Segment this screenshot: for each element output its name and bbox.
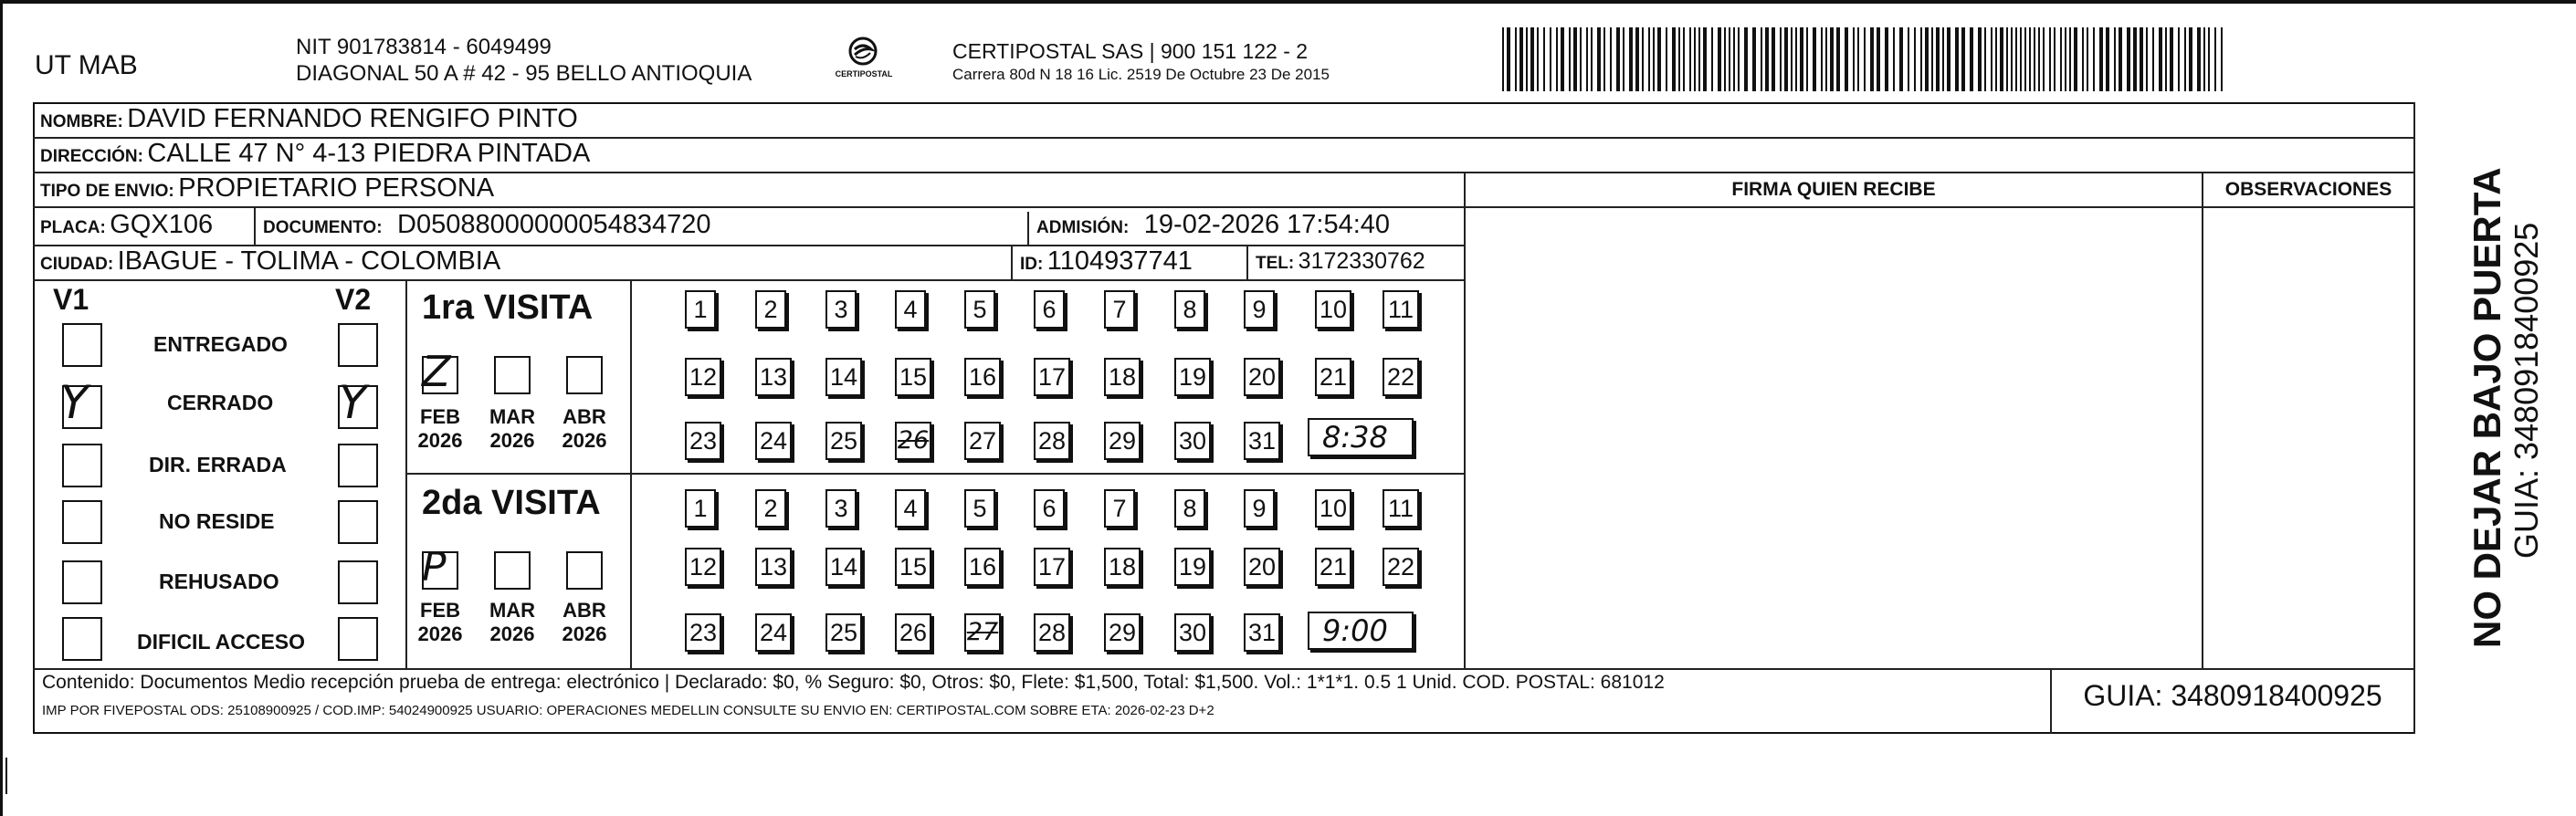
sender-name: UT MAB [35, 50, 138, 80]
second-visit-day-16[interactable]: 16 [964, 548, 1001, 586]
second-visit-day-29[interactable]: 29 [1104, 613, 1141, 652]
barcode-bar [2203, 27, 2205, 91]
company-license: Carrera 80d N 18 16 Lic. 2519 De Octubre 23 De 2015 [952, 66, 1330, 83]
barcode-bar [1689, 27, 1691, 91]
barcode-bar [1738, 27, 1740, 91]
barcode-bar [1698, 27, 1700, 91]
barcode-bar [2119, 27, 2122, 91]
barcode-bar [2000, 27, 2003, 91]
barcode-bar [2099, 27, 2103, 91]
barcode-bar [1978, 27, 1982, 91]
barcode-bar [1666, 27, 1667, 91]
barcode-bar [2127, 27, 2130, 91]
second-visit-month-mar: MAR [489, 599, 536, 622]
second-visit-month-feb: FEB [420, 599, 460, 622]
second-visit-month-box-mar[interactable] [494, 551, 531, 590]
documento-value: D05088000000054834720 [397, 210, 711, 239]
barcode-bar [1806, 27, 1808, 91]
barcode-bar [1635, 27, 1639, 91]
second-visit-day-23[interactable]: 23 [685, 613, 721, 652]
barcode-bar [1703, 27, 1707, 91]
barcode-bar [1580, 27, 1582, 91]
sender-nit: NIT 901783814 - 6049499 [296, 35, 552, 59]
second-visit-day-17[interactable]: 17 [1034, 548, 1070, 586]
barcode-bar [1821, 27, 1823, 91]
option-cerrado: CERRADO [167, 391, 274, 414]
first-visit-day-11[interactable]: 11 [1383, 290, 1419, 329]
barcode-bar [1845, 27, 1848, 91]
first-visit-day-3[interactable]: 3 [825, 290, 857, 329]
barcode-bar [1526, 27, 1528, 91]
v2-checkbox-dificil-acceso[interactable] [338, 617, 378, 661]
first-visit-feb-mark: Z [422, 347, 451, 396]
second-visit-day-5[interactable]: 5 [964, 489, 995, 528]
barcode-bar [2069, 27, 2071, 91]
first-visit-day-4[interactable]: 4 [895, 290, 926, 329]
barcode-bar [1573, 27, 1577, 91]
documento-row [263, 210, 711, 240]
second-visit-day-1[interactable]: 1 [685, 489, 716, 528]
barcode-bar [2060, 27, 2062, 91]
option-dir-errada: DIR. ERRADA [149, 453, 287, 476]
first-visit-day-6[interactable]: 6 [1034, 290, 1065, 329]
barcode-bar [1672, 27, 1676, 91]
barcode-bar [2049, 27, 2051, 91]
barcode-bar [2189, 27, 2192, 91]
barcode-bar [1550, 27, 1551, 91]
v1-checkbox-no-reside[interactable] [62, 500, 102, 544]
barcode-bar [1995, 27, 1997, 91]
barcode-bar [1914, 27, 1916, 91]
second-visit-day-18[interactable]: 18 [1104, 548, 1141, 586]
v2-checkbox-no-reside[interactable] [338, 500, 378, 544]
barcode-bar [2133, 27, 2137, 91]
second-visit-time: 9:00 [1322, 613, 1388, 648]
barcode-bar [1515, 27, 1517, 91]
first-visit-day-15[interactable]: 15 [895, 358, 931, 396]
option-entregado: ENTREGADO [153, 332, 288, 356]
first-visit-day-16[interactable]: 16 [964, 358, 1001, 396]
barcode-bar [2197, 27, 2201, 91]
barcode-bar [2214, 27, 2216, 91]
second-visit-day-7[interactable]: 7 [1104, 489, 1135, 528]
direccion-value: CALLE 47 N° 4-13 PIEDRA PINTADA [147, 139, 591, 168]
ciudad-label: CIUDAD: [40, 255, 114, 274]
barcode-bar [1711, 27, 1713, 91]
first-visit-month-box-abr[interactable] [566, 356, 603, 394]
second-visit-feb-mark: P [422, 544, 447, 591]
second-visit-day-26[interactable]: 26 [895, 613, 931, 652]
barcode-bar [2152, 27, 2154, 91]
first-visit-day-27[interactable]: 27 [964, 422, 1001, 460]
first-visit-year-abr: 2026 [562, 429, 607, 452]
second-visit-day-9[interactable]: 9 [1244, 489, 1275, 528]
certipostal-logo [835, 35, 893, 89]
v1-cerrado-mark: Y [60, 376, 89, 429]
barcode-bar [2020, 27, 2022, 91]
sheet-left-border [0, 0, 3, 816]
sender-address: DIAGONAL 50 A # 42 - 95 BELLO ANTIOQUIA [296, 61, 752, 86]
barcode-bar [1984, 27, 1986, 91]
second-visit-day-31[interactable]: 31 [1244, 613, 1280, 652]
barcode-bar [1507, 27, 1510, 91]
first-visit-time-box[interactable] [1308, 418, 1414, 456]
second-visit-day-30[interactable]: 30 [1174, 613, 1211, 652]
barcode-bar [1784, 27, 1788, 91]
barcode-bar [2184, 27, 2186, 91]
barcode-bar [1556, 27, 1558, 91]
barcode-bar [1616, 27, 1620, 91]
footer-guia-box: GUIA: 3480918400925 [2083, 679, 2382, 712]
option-rehusado: REHUSADO [159, 570, 279, 593]
barcode-bar [1765, 27, 1769, 91]
barcode-bar [1657, 27, 1661, 91]
barcode-bar [1718, 27, 1721, 91]
nombre-value: DAVID FERNANDO RENGIFO PINTO [127, 104, 578, 133]
barcode-bar [1825, 27, 1827, 91]
barcode-bar [1678, 27, 1680, 91]
nombre-label: NOMBRE: [40, 112, 123, 131]
second-visit-month-abr: ABR [563, 599, 606, 622]
second-visit-day-11[interactable]: 11 [1383, 489, 1419, 528]
sheet-top-border [0, 0, 2576, 4]
id-value: 1104937741 [1046, 246, 1193, 276]
tel-value: 3172330762 [1298, 248, 1425, 274]
barcode-bar [2140, 27, 2143, 91]
barcode-bar [2011, 27, 2013, 91]
barcode-bar [1752, 27, 1756, 91]
barcode-bar [1864, 27, 1866, 91]
second-visit-day-14[interactable]: 14 [825, 548, 862, 586]
barcode-bar [2178, 27, 2180, 91]
placa-row [40, 210, 213, 240]
bottom-left-mark [5, 758, 7, 794]
second-visit-day-6[interactable]: 6 [1034, 489, 1065, 528]
barcode-bar [1530, 27, 1534, 91]
first-visit-day-21[interactable]: 21 [1315, 358, 1351, 396]
v2-label: V2 [335, 283, 372, 316]
barcode-bar [1947, 27, 1950, 91]
second-visit-time-box[interactable] [1308, 612, 1414, 650]
barcode-bar [1623, 27, 1624, 91]
barcode-bar [1597, 27, 1601, 91]
v2-checkbox-rehusado[interactable] [338, 560, 378, 604]
barcode-bar [2146, 27, 2148, 91]
barcode-bar [2082, 27, 2084, 91]
admision-label: ADMISIÓN: [1036, 218, 1130, 237]
barcode-bar [1502, 27, 1504, 91]
barcode-bar [1591, 27, 1593, 91]
barcode-bar [1925, 27, 1929, 91]
first-visit-title: 1ra VISITA [422, 288, 594, 327]
side-guia: GUIA: 3480918400925 [2508, 222, 2545, 559]
barcode-bar [1569, 27, 1571, 91]
company-name: CERTIPOSTAL SAS | 900 151 122 - 2 [952, 39, 1309, 63]
tipo-label: TIPO DE ENVIO: [40, 182, 174, 201]
barcode-bar [1870, 27, 1874, 91]
barcode-bar [1885, 27, 1888, 91]
second-visit-day-21[interactable]: 21 [1315, 548, 1351, 586]
second-visit-year-feb: 2026 [417, 622, 463, 645]
barcode-bar [2114, 27, 2116, 91]
barcode-bar [2208, 27, 2210, 91]
tel-label: TEL: [1256, 254, 1295, 273]
first-visit-day-9[interactable]: 9 [1244, 290, 1275, 329]
second-visit-day-4[interactable]: 4 [895, 489, 926, 528]
barcode-bar [1586, 27, 1588, 91]
first-visit-month-feb: FEB [420, 405, 460, 428]
second-visit-day-13[interactable]: 13 [755, 548, 792, 586]
barcode-bar [2034, 27, 2035, 91]
first-visit-day-26[interactable]: 26 [895, 422, 931, 460]
second-visit-day-10[interactable]: 10 [1315, 489, 1351, 528]
v2-cerrado-mark: Y [339, 376, 367, 429]
first-visit-day-10[interactable]: 10 [1315, 290, 1351, 329]
first-visit-day-19[interactable]: 19 [1174, 358, 1211, 396]
barcode-bar [1931, 27, 1933, 91]
first-visit-time: 8:38 [1322, 420, 1388, 455]
second-visit-month-box-abr[interactable] [566, 551, 603, 590]
barcode-bar [1629, 27, 1633, 91]
barcode-bar [1610, 27, 1612, 91]
id-row [1020, 246, 1193, 277]
barcode-bar [2065, 27, 2066, 91]
barcode-bar [1729, 27, 1730, 91]
first-visit-year-feb: 2026 [417, 429, 463, 452]
v1-label: V1 [53, 283, 89, 316]
barcode-bar [2165, 27, 2167, 91]
barcode-bar [1991, 27, 1992, 91]
barcode-bar [2038, 27, 2040, 91]
first-visit-month-mar: MAR [489, 405, 536, 428]
first-visit-day-8[interactable]: 8 [1174, 290, 1205, 329]
barcode-bar [1813, 27, 1816, 91]
first-visit-day-18[interactable]: 18 [1104, 358, 1141, 396]
barcode-bar [2074, 27, 2077, 91]
first-visit-month-box-mar[interactable] [494, 356, 531, 394]
barcode-bar [2221, 27, 2223, 91]
observaciones-header: OBSERVACIONES [2224, 179, 2392, 200]
first-visit-day-20[interactable]: 20 [1244, 358, 1280, 396]
barcode-bar [2043, 27, 2045, 91]
first-visit-day-24[interactable]: 24 [755, 422, 792, 460]
admision-row [1036, 210, 1390, 240]
barcode-bar [1603, 27, 1605, 91]
barcode-bar [1653, 27, 1655, 91]
ciudad-value: IBAGUE - TOLIMA - COLOMBIA [117, 246, 501, 276]
second-visit-day-8[interactable]: 8 [1174, 489, 1205, 528]
barcode-bar [1961, 27, 1965, 91]
barcode-bar [1836, 27, 1840, 91]
v1-checkbox-dificil-acceso[interactable] [62, 617, 102, 661]
second-visit-title: 2da VISITA [422, 484, 601, 522]
barcode-bar [1942, 27, 1944, 91]
barcode-bar [1955, 27, 1959, 91]
first-visit-day-30[interactable]: 30 [1174, 422, 1211, 460]
barcode-bar [2087, 27, 2088, 91]
second-visit-year-mar: 2026 [489, 622, 535, 645]
barcode-bar [1853, 27, 1855, 91]
barcode-bar [2029, 27, 2031, 91]
first-visit-day-31[interactable]: 31 [1244, 422, 1280, 460]
first-visit-day-28[interactable]: 28 [1034, 422, 1070, 460]
direccion-row [40, 139, 590, 169]
second-visit-day-20[interactable]: 20 [1244, 548, 1280, 586]
barcode-bar [2006, 27, 2008, 91]
first-visit-day-1[interactable]: 1 [685, 290, 716, 329]
second-visit-day-19[interactable]: 19 [1174, 548, 1211, 586]
v1-checkbox-entregado[interactable] [62, 323, 102, 367]
second-visit-day-24[interactable]: 24 [755, 613, 792, 652]
barcode-bar [2159, 27, 2162, 91]
first-visit-day-13[interactable]: 13 [755, 358, 792, 396]
barcode-bar [1857, 27, 1859, 91]
barcode-bar [1744, 27, 1748, 91]
barcode-bar [1830, 27, 1834, 91]
second-visit-day-12[interactable]: 12 [685, 548, 721, 586]
v2-checkbox-dir-errada[interactable] [338, 444, 378, 487]
second-visit-year-abr: 2026 [562, 622, 607, 645]
barcode-bar [1877, 27, 1880, 91]
footer-contenido: Contenido: Documentos Medio recepción prueba de entrega: electrónico | Declarado: $0, % Seguro: $0, Otros: $0, Flete: $1,500, Total: $1,500. Vol.: 1*1*1. 0.5 1 Unid. COD. POSTAL: 681012 [42, 672, 1665, 693]
barcode-bar [1694, 27, 1696, 91]
second-visit-day-22[interactable]: 22 [1383, 548, 1419, 586]
ciudad-row [40, 246, 500, 277]
v1-checkbox-rehusado[interactable] [62, 560, 102, 604]
first-visit-month-abr: ABR [563, 405, 606, 428]
barcode-bar [2024, 27, 2026, 91]
barcode-bar [1795, 27, 1797, 91]
placa-label: PLACA: [40, 218, 106, 237]
first-visit-day-7[interactable]: 7 [1104, 290, 1135, 329]
barcode-bar [2054, 27, 2056, 91]
id-label: ID: [1020, 255, 1044, 274]
documento-label: DOCUMENTO: [263, 218, 383, 237]
barcode-bar [2015, 27, 2017, 91]
barcode-bar [1791, 27, 1793, 91]
barcode-bar [1519, 27, 1523, 91]
barcode [1502, 27, 2228, 91]
first-visit-day-5[interactable]: 5 [964, 290, 995, 329]
second-visit-day-15[interactable]: 15 [895, 548, 931, 586]
second-visit-day-28[interactable]: 28 [1034, 613, 1070, 652]
barcode-bar [2093, 27, 2095, 91]
first-visit-year-mar: 2026 [489, 429, 535, 452]
barcode-bar [1761, 27, 1762, 91]
first-visit-day-25[interactable]: 25 [825, 422, 862, 460]
v1-checkbox-dir-errada[interactable] [62, 444, 102, 487]
option-dificil-acceso: DIFICIL ACCESO [137, 630, 306, 654]
second-visit-day-27[interactable]: 27 [964, 613, 1001, 652]
tel-row [1256, 248, 1425, 275]
tipo-row [40, 173, 494, 204]
no-dejar-bajo-puerta: NO DEJAR BAJO PUERTA [2466, 167, 2508, 648]
first-visit-day-14[interactable]: 14 [825, 358, 862, 396]
option-no-reside: NO RESIDE [159, 509, 275, 533]
barcode-bar [1543, 27, 1545, 91]
barcode-bar [2170, 27, 2173, 91]
first-visit-day-2[interactable]: 2 [755, 290, 786, 329]
barcode-bar [1899, 27, 1903, 91]
v2-checkbox-entregado[interactable] [338, 323, 378, 367]
admision-value: 19-02-2026 17:54:40 [1143, 210, 1391, 239]
first-visit-day-12[interactable]: 12 [685, 358, 721, 396]
second-visit-day-2[interactable]: 2 [755, 489, 786, 528]
barcode-bar [1908, 27, 1909, 91]
second-visit-day-25[interactable]: 25 [825, 613, 862, 652]
barcode-bar [1893, 27, 1895, 91]
barcode-bar [1648, 27, 1650, 91]
barcode-bar [2106, 27, 2109, 91]
logo-text: CERTIPOSTAL [835, 69, 893, 78]
direccion-label: DIRECCIÓN: [40, 147, 143, 166]
nombre-row [40, 104, 578, 134]
barcode-bar [1537, 27, 1539, 91]
barcode-bar [1772, 27, 1775, 91]
barcode-bar [1936, 27, 1940, 91]
barcode-bar [1780, 27, 1782, 91]
first-visit-day-17[interactable]: 17 [1034, 358, 1070, 396]
first-visit-day-22[interactable]: 22 [1383, 358, 1419, 396]
barcode-bar [1920, 27, 1922, 91]
barcode-bar [1970, 27, 1973, 91]
tipo-value: PROPIETARIO PERSONA [178, 173, 495, 203]
barcode-bar [1724, 27, 1726, 91]
barcode-bar [1733, 27, 1735, 91]
firma-header: FIRMA QUIEN RECIBE [1731, 179, 1936, 200]
placa-value: GQX106 [110, 210, 214, 239]
barcode-bar [1800, 27, 1803, 91]
barcode-bar [1561, 27, 1564, 91]
first-visit-day-23[interactable]: 23 [685, 422, 721, 460]
footer-imp: IMP POR FIVEPOSTAL ODS: 25108900925 / COD.IMP: 54024900925 USUARIO: OPERACIONES MEDELLIN CONSULTE SU ENVIO EN: CERTIPOSTAL.COM SOBRE ETA: 2026-02-23 D+2 [42, 703, 1214, 718]
second-visit-day-3[interactable]: 3 [825, 489, 857, 528]
barcode-bar [1642, 27, 1644, 91]
first-visit-day-29[interactable]: 29 [1104, 422, 1141, 460]
barcode-bar [1683, 27, 1685, 91]
